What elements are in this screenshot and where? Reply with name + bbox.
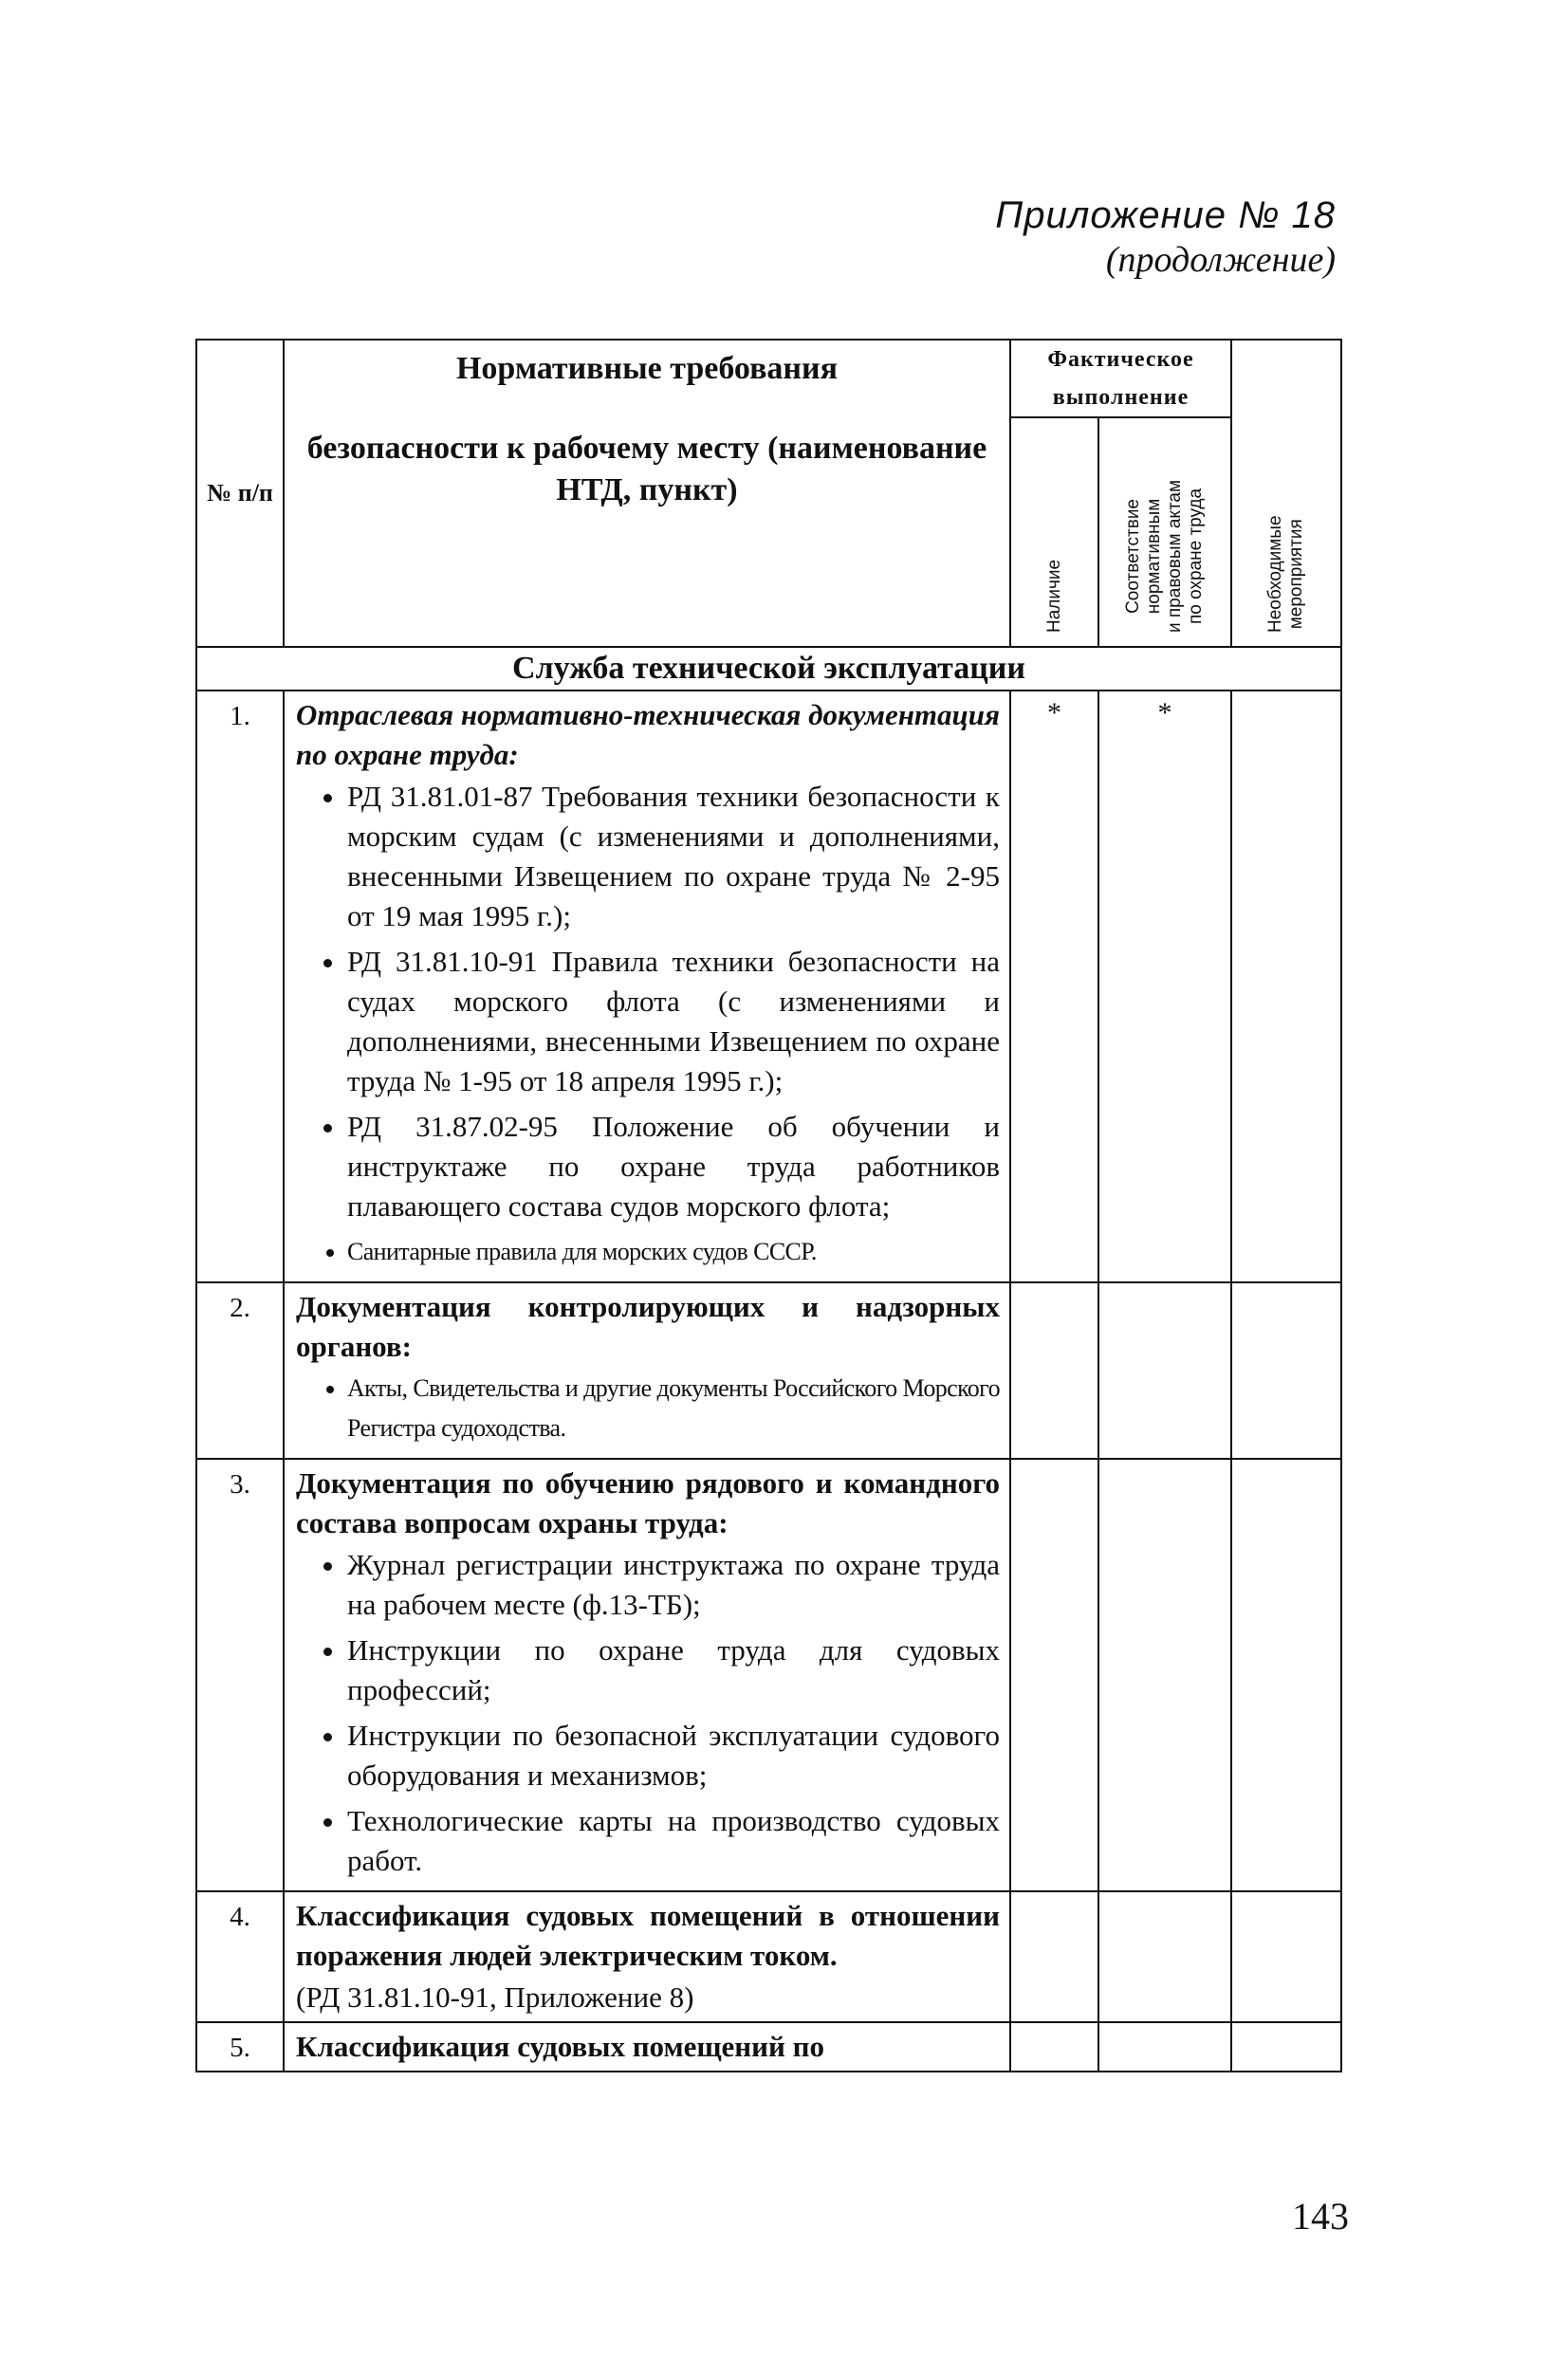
row-requirement [284, 1282, 1010, 1459]
row-number: 4. [196, 1891, 284, 2022]
row-heading: Классификация судовых помещений в отношении поражения людей электрическим током. [296, 1899, 1000, 1972]
presence-mark: * [1010, 691, 1098, 1282]
compliance-cell [1098, 1282, 1231, 1459]
table-row [196, 1459, 1341, 1891]
table-row [196, 691, 1341, 1282]
section-row [196, 647, 1341, 691]
page-number: 143 [1292, 2195, 1349, 2238]
measures-cell [1231, 1891, 1341, 2022]
column-header-measures-label [1265, 515, 1307, 633]
row-number: 3. [196, 1459, 284, 1891]
row-requirement [284, 1459, 1010, 1891]
compliance-cell [1098, 1459, 1231, 1891]
column-header-presence [1010, 417, 1098, 647]
presence-cell [1010, 1891, 1098, 2022]
section-title: Служба технической эксплуатации [196, 647, 1341, 691]
list-item: • РД 31.81.10-91 Правила техники безопасности на судах морского флота (с изменениями и дополнениями, внесенными Извещением по охране труда № 1-95 от 18 апреля 1995 г.); [347, 942, 1000, 1101]
column-header-requirements [284, 340, 1010, 647]
presence-cell [1010, 1459, 1098, 1891]
compliance-line1: Соответствие [1123, 499, 1143, 614]
row-number: 5. [196, 2022, 284, 2072]
list-item: • Инструкции по безопасной эксплуатации судового оборудования и механизмов; [347, 1716, 1000, 1796]
measures-line1: Необходимые [1265, 515, 1286, 633]
row-requirement [284, 691, 1010, 1282]
list-item: • Журнал регистрации инструктажа по охране труда на рабочем месте (ф.13-ТБ); [347, 1545, 1000, 1625]
row-heading: Классификация судовых помещений по [296, 2030, 824, 2063]
compliance-line3: и правовым актам [1165, 479, 1185, 633]
compliance-cell [1098, 2022, 1231, 2072]
column-header-requirements-line1: Нормативные требования [455, 351, 839, 386]
list-item: • Инструкции по охране труда для судовых профессий; [347, 1630, 1000, 1710]
measures-cell [1231, 1459, 1341, 1891]
row-requirement [284, 2022, 1010, 2072]
requirement-list [296, 1545, 1000, 1881]
requirement-list [296, 1369, 1000, 1448]
column-header-measures [1231, 340, 1341, 647]
appendix-label [995, 194, 1336, 281]
appendix-subtitle: (продолжение) [1105, 240, 1336, 280]
row-reference: (РД 31.81.10-91, Приложение 8) [296, 1980, 694, 2014]
measures-cell [1231, 2022, 1341, 2072]
column-header-compliance [1098, 417, 1231, 647]
row-number: 1. [196, 691, 284, 1282]
list-item: • Акты, Свидетельства и другие документы Российского Морского Регистра судоходства. [347, 1369, 1000, 1448]
list-item: • РД 31.81.01-87 Требования техники безопасности к морским судам (с изменениями и дополнениями, внесенными Извещением по охране труда № 2-95 от 19 мая 1995 г.); [347, 777, 1000, 936]
table-row [196, 1891, 1341, 2022]
table-header-row [196, 340, 1341, 417]
presence-cell [1010, 2022, 1098, 2072]
compliance-mark: * [1098, 691, 1231, 1282]
measures-line2: мероприятия [1286, 519, 1307, 630]
compliance-cell [1098, 1891, 1231, 2022]
row-number: 2. [196, 1282, 284, 1459]
table-row [196, 2022, 1341, 2072]
appendix-title: Приложение № 18 [995, 194, 1336, 236]
row-heading: Отраслевая нормативно-техническая документация по охране труда: [296, 698, 1000, 771]
row-requirement [284, 1891, 1010, 2022]
requirement-list [296, 777, 1000, 1272]
presence-cell [1010, 1282, 1098, 1459]
compliance-line2: нормативным [1144, 498, 1164, 615]
list-item: • Технологические карты на производство судовых работ. [347, 1801, 1000, 1881]
column-header-actual-fulfillment: Фактическое выполнение [1010, 340, 1231, 417]
measures-cell [1231, 1282, 1341, 1459]
presence-label: Наличие [1043, 559, 1064, 633]
compliance-label [1123, 480, 1207, 633]
list-item: • РД 31.87.02-95 Положение об обучении и инструктаже по охране труда работников плавающего состава судов морского флота; [347, 1107, 1000, 1226]
compliance-line4: по охране труда [1186, 488, 1206, 624]
list-item: • Санитарные правила для морских судов СССР. [347, 1232, 1000, 1272]
measures-cell [1231, 691, 1341, 1282]
column-header-requirements-line2: безопасности к рабочему месту (наименование НТД, пункт) [306, 431, 987, 507]
requirements-table [195, 339, 1342, 2072]
row-heading: Документация контролирующих и надзорных органов: [296, 1290, 1000, 1363]
table-row [196, 1282, 1341, 1459]
column-header-number: № п/п [196, 340, 284, 647]
row-heading: Документация по обучению рядового и командного состава вопросам охраны труда: [296, 1466, 1000, 1539]
